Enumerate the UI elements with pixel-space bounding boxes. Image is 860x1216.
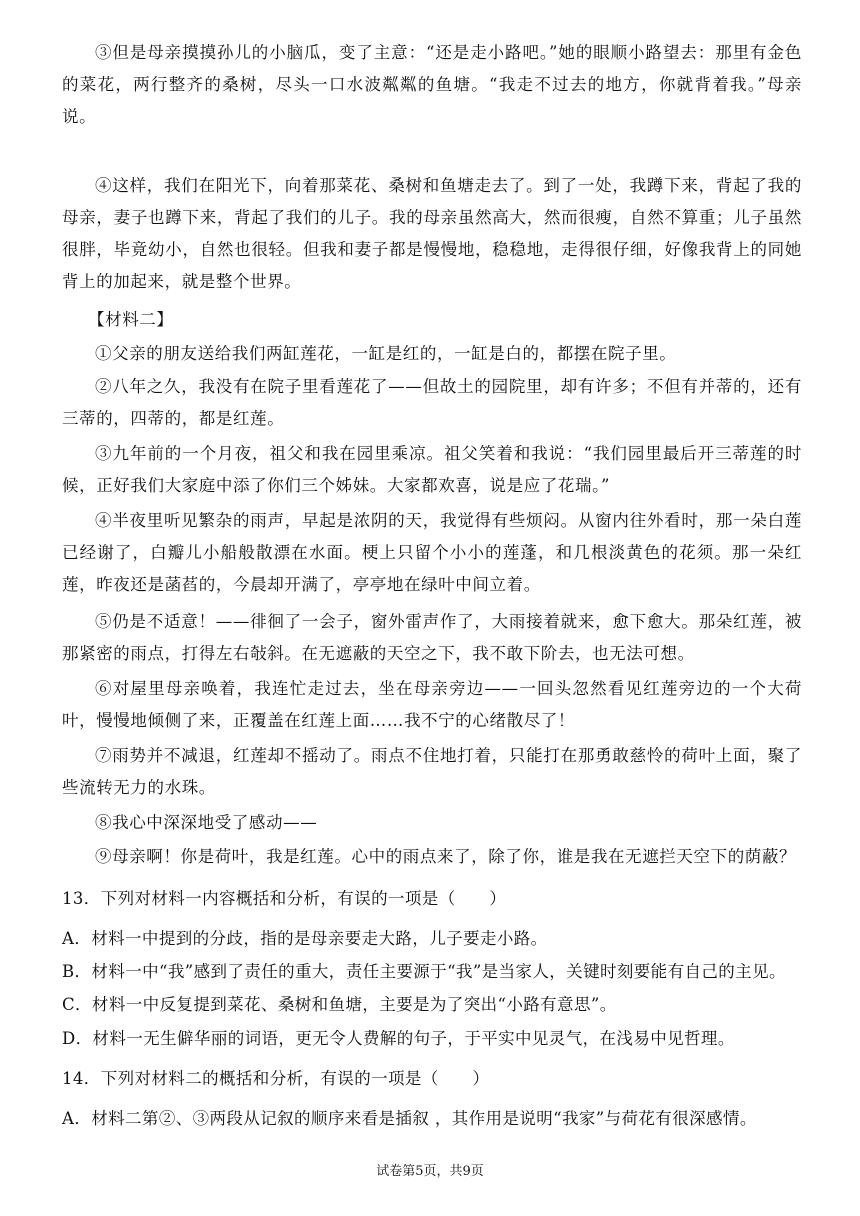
- material2-paragraph-4: ④半夜里听见繁杂的雨声，早起是浓阴的天，我觉得有些烦闷。从窗内往外看时，那一朵白莲已经谢了，白瓣儿小船般散漂在水面。梗上只留个小小的莲蓬，和几根淡黄色的花须。那一朵红莲，昨夜还是菡萏的，今晨却开满了，亭亭地在绿叶中间立着。: [62, 511, 802, 594]
- material2-paragraph-5: ⑤仍是不适意！——徘徊了一会子，窗外雷声作了，大雨接着就来，愈下愈大。那朵红莲，被那紧密的雨点，打得左右敧斜。在无遮蔽的天空之下，我不敢下阶去，也无法可想。: [62, 612, 802, 663]
- page-footer: 试卷第5页，共9页: [376, 1164, 484, 1179]
- question-13-option-a: A．材料一中提到的分歧，指的是母亲要走大路，儿子要走小路。: [62, 929, 548, 948]
- material2-paragraph-2: ②八年之久，我没有在院子里看莲花了——但故土的园院里，却有许多；不但有并蒂的，还有三蒂的，四蒂的，都是红莲。: [62, 377, 802, 428]
- question-13-option-d: D．材料一无生僻华丽的词语，更无令人费解的句子，于平实中见灵气，在浅易中见哲理。: [62, 1029, 735, 1048]
- question-13-stem: 13．下列对材料一内容概括和分析，有误的一项是（ ）: [62, 889, 507, 908]
- material2-paragraph-7: ⑦雨势并不减退，红莲却不摇动了。雨点不住地打着，只能打在那勇敢慈怜的荷叶上面，聚了些流转无力的水珠。: [62, 746, 802, 797]
- material2-paragraph-8: ⑧我心中深深地受了感动——: [95, 813, 318, 832]
- material2-paragraph-9: ⑨母亲啊！你是荷叶，我是红莲。心中的雨点来了，除了你，谁是我在无遮拦天空下的荫蔽？: [95, 847, 797, 866]
- question-14-option-a: A．材料二第②、③两段从记叙的顺序来看是插叙 ，其作用是说明“我家”与荷花有很深感情。: [62, 1109, 757, 1128]
- material1-paragraph-3: ③但是母亲摸摸孙儿的小脑瓜，变了主意：“还是走小路吧。”她的眼顺小路望去：那里有金色的菜花，两行整齐的桑树，尽头一口水波粼粼的鱼塘。“我走不过去的地方，你就背着我。”母亲说。: [62, 43, 802, 126]
- material2-heading: 【材料二】: [88, 310, 174, 329]
- question-14-stem: 14．下列对材料二的概括和分析，有误的一项是（ ）: [62, 1069, 490, 1088]
- material2-paragraph-1: ①父亲的朋友送给我们两缸莲花，一缸是红的，一缸是白的，都摆在院子里。: [95, 344, 677, 363]
- question-13-option-c: C．材料一中反复提到菜花、桑树和鱼塘，主要是为了突出“小路有意思”。: [62, 995, 617, 1014]
- question-13-option-b: B．材料一中“我”感到了责任的重大，责任主要源于“我”是当家人，关键时刻要能有自己的主见。: [62, 962, 786, 981]
- material1-paragraph-4: ④这样，我们在阳光下，向着那菜花、桑树和鱼塘走去了。到了一处，我蹲下来，背起了我的母亲，妻子也蹲下来，背起了我们的儿子。我的母亲虽然高大，然而很瘦，自然不算重；儿子虽然很胖，毕竟幼小，自然也很轻。但我和妻子都是慢慢地，稳稳地，走得很仔细，好像我背上的同她背上的加起来，就是整个世界。: [62, 176, 802, 291]
- material2-paragraph-6: ⑥对屋里母亲唤着，我连忙走过去，坐在母亲旁边——一回头忽然看见红莲旁边的一个大荷叶，慢慢地倾侧了来，正覆盖在红莲上面……我不宁的心绪散尽了！: [62, 679, 802, 730]
- material2-paragraph-3: ③九年前的一个月夜，祖父和我在园里乘凉。祖父笑着和我说：“我们园里最后开三蒂莲的时候，正好我们大家庭中添了你们三个姊妹。大家都欢喜，说是应了花瑞。”: [62, 444, 802, 495]
